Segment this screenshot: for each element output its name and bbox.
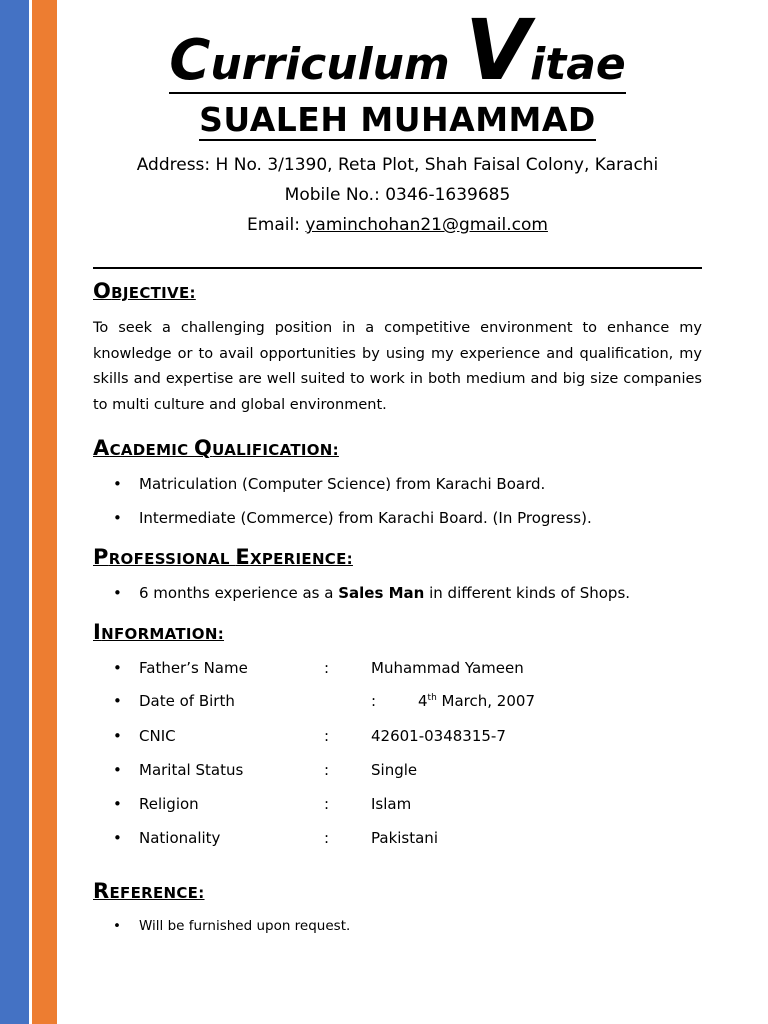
information-heading-initial: I bbox=[93, 620, 102, 644]
info-label: Nationality bbox=[139, 829, 221, 847]
dob-month-year: March, 2007 bbox=[436, 692, 535, 710]
academic-heading-initial-a: A bbox=[93, 436, 110, 460]
bullet-icon: • bbox=[113, 475, 122, 493]
info-colon: : bbox=[324, 761, 330, 779]
info-value: Pakistani bbox=[371, 829, 438, 847]
professional-heading-rest-1: ROFESSIONAL bbox=[108, 550, 236, 568]
info-colon: : bbox=[324, 829, 330, 847]
info-value: Muhammad Yameen bbox=[371, 659, 524, 677]
academic-item-text: Intermediate (Commerce) from Karachi Board. (In Progress). bbox=[139, 509, 592, 527]
professional-heading bbox=[93, 545, 353, 569]
academic-heading-rest-1: CADEMIC bbox=[109, 441, 195, 459]
academic-heading-rest-2: UALIFICATION: bbox=[212, 441, 339, 459]
left-orange-stripe bbox=[32, 0, 57, 1024]
dob-day-suffix: th bbox=[427, 693, 437, 703]
info-label: Marital Status bbox=[139, 761, 244, 779]
professional-heading-initial-p: P bbox=[93, 545, 109, 569]
horizontal-divider bbox=[93, 267, 702, 269]
objective-text: To seek a challenging position in a competitive environment to enhance my knowledge or to avail opportunities by using my experience and qualification, my skills and expertise are well suited to work in both medium and big size companies to multi culture and global environment. bbox=[93, 320, 702, 413]
info-label: CNIC bbox=[139, 727, 176, 745]
bullet-icon: • bbox=[113, 727, 122, 745]
information-heading-rest: NFORMATION: bbox=[101, 625, 225, 643]
academic-item-text: Matriculation (Computer Science) from Karachi Board. bbox=[139, 475, 546, 493]
info-label: Father’s Name bbox=[139, 659, 248, 677]
professional-item-text bbox=[139, 584, 630, 602]
professional-item-bold: Sales Man bbox=[338, 584, 425, 602]
title-letter-c: C bbox=[169, 28, 211, 93]
objective-heading-rest: BJECTIVE: bbox=[111, 284, 196, 302]
info-colon: : bbox=[324, 659, 330, 677]
bullet-icon: • bbox=[113, 509, 122, 527]
email-label: Email: bbox=[247, 215, 306, 235]
title-urriculum: urriculum bbox=[210, 39, 466, 90]
document-title bbox=[93, 1, 702, 99]
professional-heading-initial-e: E bbox=[235, 545, 250, 569]
reference-heading bbox=[93, 879, 205, 903]
email-link[interactable]: yaminchohan21@gmail.com bbox=[305, 215, 548, 235]
information-heading bbox=[93, 620, 224, 644]
reference-item-text: Will be furnished upon request. bbox=[139, 918, 351, 934]
bullet-icon: • bbox=[113, 795, 122, 813]
academic-heading bbox=[93, 436, 339, 460]
bullet-icon: • bbox=[113, 761, 122, 779]
bullet-icon: • bbox=[113, 692, 122, 710]
title-letter-v: V bbox=[465, 1, 531, 99]
info-value: Islam bbox=[371, 795, 412, 813]
professional-item-after: in different kinds of Shops. bbox=[424, 584, 631, 602]
dob-day: 4 bbox=[418, 692, 428, 710]
info-colon: : bbox=[324, 795, 330, 813]
bullet-icon: • bbox=[113, 659, 122, 677]
left-blue-stripe bbox=[0, 0, 29, 1024]
info-colon: : bbox=[324, 727, 330, 745]
title-itae: itae bbox=[530, 39, 626, 90]
objective-heading bbox=[93, 279, 196, 303]
candidate-name bbox=[93, 100, 702, 139]
reference-heading-rest: EFERENCE: bbox=[109, 884, 205, 902]
bullet-icon: • bbox=[113, 829, 122, 847]
mobile-number: Mobile No.: 0346-1639685 bbox=[284, 185, 511, 205]
bullet-icon: • bbox=[113, 918, 121, 934]
professional-heading-rest-2: XPERIENCE: bbox=[249, 550, 353, 568]
academic-heading-initial-q: Q bbox=[194, 436, 213, 460]
candidate-name-text: SUALEH MUHAMMAD bbox=[199, 100, 596, 139]
professional-item-before: 6 months experience as a bbox=[139, 584, 339, 602]
bullet-icon: • bbox=[113, 584, 122, 602]
info-label: Date of Birth bbox=[139, 692, 235, 710]
address: Address: H No. 3/1390, Reta Plot, Shah Faisal Colony, Karachi bbox=[136, 155, 659, 175]
info-value bbox=[418, 692, 535, 710]
info-label: Religion bbox=[139, 795, 199, 813]
objective-heading-initial: O bbox=[93, 279, 112, 303]
reference-heading-initial: R bbox=[93, 879, 110, 903]
info-colon: : bbox=[371, 692, 377, 710]
info-value: Single bbox=[371, 761, 418, 779]
email-line bbox=[93, 215, 702, 235]
info-value: 42601-0348315-7 bbox=[371, 727, 506, 745]
